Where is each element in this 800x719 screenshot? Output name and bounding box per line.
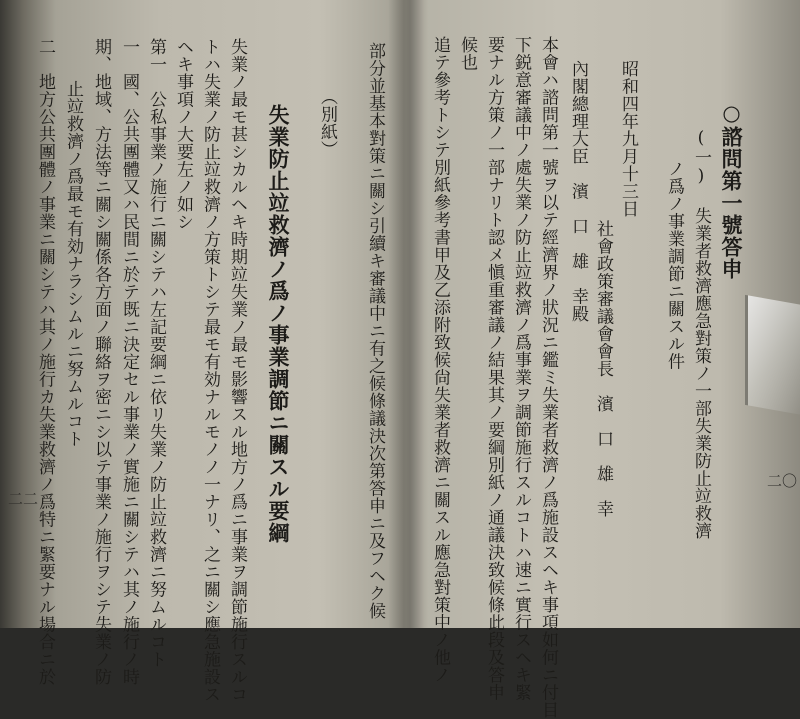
text-column: 一 國、公共團體又ハ民間ニ於テ既ニ決定セル事業ノ實施ニ關シテハ其ノ施行ノ時 [119,38,139,686]
book-gutter [388,0,428,628]
text-column: 要ナル方策ノ一部ナリト認メ愼重審議ノ結果其ノ要綱別紙ノ通議決致候條此段及答申 [484,36,504,701]
subject-line: (一) 失業者救濟應急對策ノ一部失業防止竝救濟 [691,128,711,540]
recipient-line: 內閣總理大臣 濱 口 雄 幸殿 [568,60,588,323]
subject-line: ノ爲ノ事業調節ニ關スル件 [664,160,684,370]
text-column: ヘキ事項ノ大要左ノ如シ [173,38,193,231]
text-column: 第一 公私事業ノ施行ニ關シテハ左記要綱ニ依リ失業ノ防止竝救濟ニ努ムルコト [146,38,166,668]
text-column: 下鋭意審議中ノ處失業ノ防止竝救濟ノ爲事業ヲ調節施行スルコトハ速ニ實行スヘキ緊 [511,36,531,701]
left-page [0,0,405,703]
text-column: 期、地域、方法等ニ關シ關係各方面ノ聯絡ヲ密ニシ以テ事業ノ施行ヲシテ失業ノ防 [91,38,111,686]
section-heading: 失業防止竝救濟ノ爲ノ事業調節ニ關スル要綱 [266,104,291,544]
text-column: 本會ハ諮問第一號ヲ以テ經濟界ノ狀況ニ鑑ミ失業者救濟ノ爲施設スヘキ事項如何ニ付目 [538,36,558,719]
text-column: 追テ參考トシテ別紙參考書甲及乙添附致候尙失業者救濟ニ關スル應急對策中ノ他ノ [430,36,450,684]
text-column: 止竝救濟ノ爲最モ有効ナラシムルニ努ムルコト [63,80,83,448]
page-number: 二二 [8,490,39,508]
text-column: 候也 [457,36,477,71]
date-line: 昭和四年九月十三日 [618,60,638,218]
text-column: （別紙） [317,88,337,158]
glass-weight-reflection [745,295,800,415]
page-number: 二〇 [767,472,798,490]
text-column: 部分並基本對策ニ關シ引續キ審議中ニ有之候條議決次第答申ニ及フヘク候 [365,42,385,620]
text-column: 二 地方公共團體ノ事業ニ關シテハ其ノ施行カ失業救濟ノ爲特ニ緊要ナル場合ニ於 [35,38,55,686]
right-page [405,0,800,719]
text-column: トハ失業ノ防止竝救濟ノ方策トシテ最モ有効ナルモノノ一ナリ、之ニ關シ應急施設ス [200,38,220,703]
sender-line: 社會政策審議會會長 濱 口 雄 幸 [593,220,613,518]
document-title: ○諮問第一號答申 [719,100,744,280]
text-column: 失業ノ最モ甚シカルヘキ時期竝失業ノ最モ影響スル地方ノ爲ニ事業ヲ調節施行スルコ [227,38,247,703]
